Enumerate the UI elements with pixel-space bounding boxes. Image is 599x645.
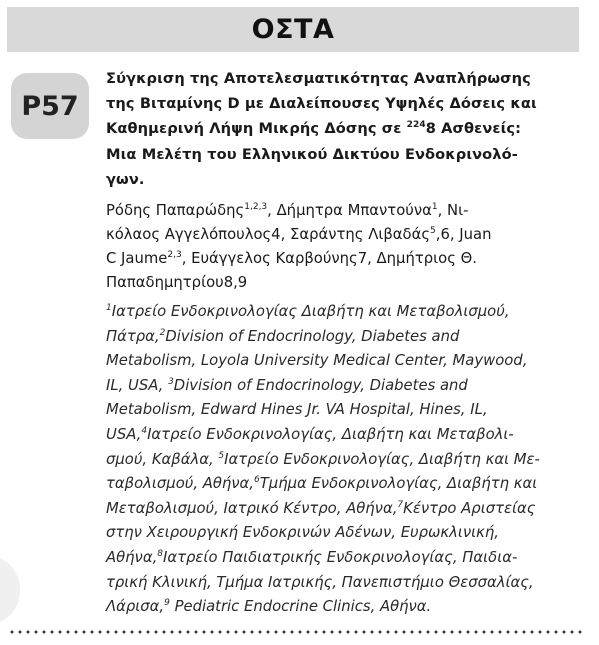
author-name: ,6, Juan — [435, 226, 492, 244]
author-name: κόλαος Αγγελόπουλος4, Σαράντης Λιβαδάς — [106, 226, 431, 244]
title-line — [106, 116, 584, 141]
affiliation-list — [106, 300, 584, 620]
dotted-divider — [8, 630, 583, 634]
affiliation-text: Ιατρείο Ενδοκρινολογίας, Διαβήτη και Με- — [224, 450, 540, 468]
author-name: Ρόδης Παπαρώδης — [106, 202, 245, 220]
title-line: Μια Μελέτη του Ελληνικού Δικτύου Ενδοκρινολό- — [106, 145, 518, 163]
author-superscript: 5 — [430, 226, 436, 237]
author-list — [106, 199, 584, 295]
affiliation-line — [106, 300, 584, 325]
poster-code-badge — [11, 73, 89, 139]
affiliation-text: Λάρισα, — [106, 598, 165, 616]
affiliation-line — [106, 325, 584, 350]
affiliation-line — [106, 595, 584, 620]
affiliation-superscript: 5 — [218, 450, 225, 461]
affiliation-text: Pediatric Endocrine Clinics, Αθήνα. — [169, 598, 432, 616]
title-text: Καθημερινή Λήψη Μικρής Δόσης σε — [106, 120, 407, 138]
affiliation-superscript: 8 — [157, 549, 164, 560]
affiliation-line — [106, 374, 584, 399]
affiliation-text: Ιατρείο Ενδοκρινολογίας, Διαβήτη και Μεταβολι- — [147, 425, 514, 443]
author-line — [106, 247, 584, 271]
author-superscript: 2,3 — [167, 250, 182, 261]
affiliation-line — [106, 497, 584, 522]
affiliation-superscript: 6 — [254, 475, 260, 486]
affiliation-superscript: 4 — [141, 426, 148, 437]
decorative-corner-shape — [0, 555, 20, 625]
affiliation-line: στην Χειρουργική Ενδοκρινών Αδένων, Ευρωκλινική, — [106, 524, 499, 542]
affiliation-text: Πάτρα, — [106, 327, 160, 345]
title-superscript: 224 — [406, 120, 426, 131]
affiliation-text: Division of Endocrinology, Diabetes and — [165, 327, 460, 345]
affiliation-line — [106, 472, 584, 497]
title-line: της Βιταμίνης D με Διαλείπουσες Υψηλές Δόσεις και — [106, 95, 537, 113]
author-name: , Δήμητρα Μπαντούνα — [267, 202, 432, 220]
affiliation-line — [106, 448, 584, 473]
affiliation-text: ταβολισμού, Αθήνα, — [106, 475, 255, 493]
title-line: γων. — [106, 170, 145, 188]
abstract-title — [106, 66, 584, 192]
affiliation-line: Metabolism, Edward Hines Jr. VA Hospital, Hines, IL, — [106, 401, 488, 419]
affiliation-superscript: 1 — [106, 303, 112, 314]
affiliation-text: σμού, Καβάλα, — [106, 450, 214, 468]
affiliation-text: Μεταβολισμού, Ιατρικό Κέντρο, Αθήνα, — [106, 499, 398, 517]
author-line — [106, 223, 584, 247]
title-line: Σύγκριση της Αποτελεσματικότητας Αναπλήρωσης — [106, 70, 531, 87]
affiliation-text: Ιατρείο Ενδοκρινολογίας Διαβήτη και Μεταβολισμού, — [111, 303, 510, 321]
affiliation-text: Τμήμα Ενδοκρινολογίας, Διαβήτη και — [259, 475, 538, 493]
affiliation-text: Αθήνα, — [106, 548, 158, 566]
affiliation-text: IL, USA, — [106, 376, 164, 394]
affiliation-text: Division of Endocrinology, Diabetes and — [173, 376, 468, 394]
author-line: Παπαδημητρίου8,9 — [106, 274, 248, 292]
author-line — [106, 199, 584, 223]
author-superscript: 1,2,3 — [244, 202, 268, 213]
affiliation-superscript: 2 — [159, 327, 166, 338]
author-name: C Jaume — [106, 250, 168, 268]
affiliation-line: τρική Κλινική, Τμήμα Ιατρικής, Πανεπιστήμιο Θεσσαλίας, — [106, 573, 534, 591]
affiliation-line — [106, 423, 584, 448]
affiliation-text: USA, — [106, 425, 142, 443]
affiliation-superscript: 3 — [168, 376, 174, 387]
affiliation-text: Ιατρείο Παιδιατρικής Ενδοκρινολογίας, Παιδια- — [163, 548, 518, 566]
section-title: ΟΣΤΑ — [251, 14, 335, 45]
affiliation-superscript: 7 — [397, 499, 404, 510]
affiliation-text: Κέντρο Αριστείας — [403, 499, 536, 517]
author-superscript: 1 — [431, 202, 438, 213]
section-header — [7, 7, 579, 52]
affiliation-line — [106, 546, 584, 571]
affiliation-superscript: 9 — [164, 598, 170, 609]
author-name: , Ευάγγελος Καρβούνης7, Δημήτριος Θ. — [181, 250, 477, 268]
author-name: , Νι- — [437, 202, 469, 220]
affiliation-line: Metabolism, Loyola University Medical Center, Maywood, — [106, 352, 528, 370]
poster-code: P57 — [21, 90, 79, 122]
title-text: 8 Ασθενείς: — [425, 120, 522, 138]
abstract-content — [106, 66, 584, 620]
